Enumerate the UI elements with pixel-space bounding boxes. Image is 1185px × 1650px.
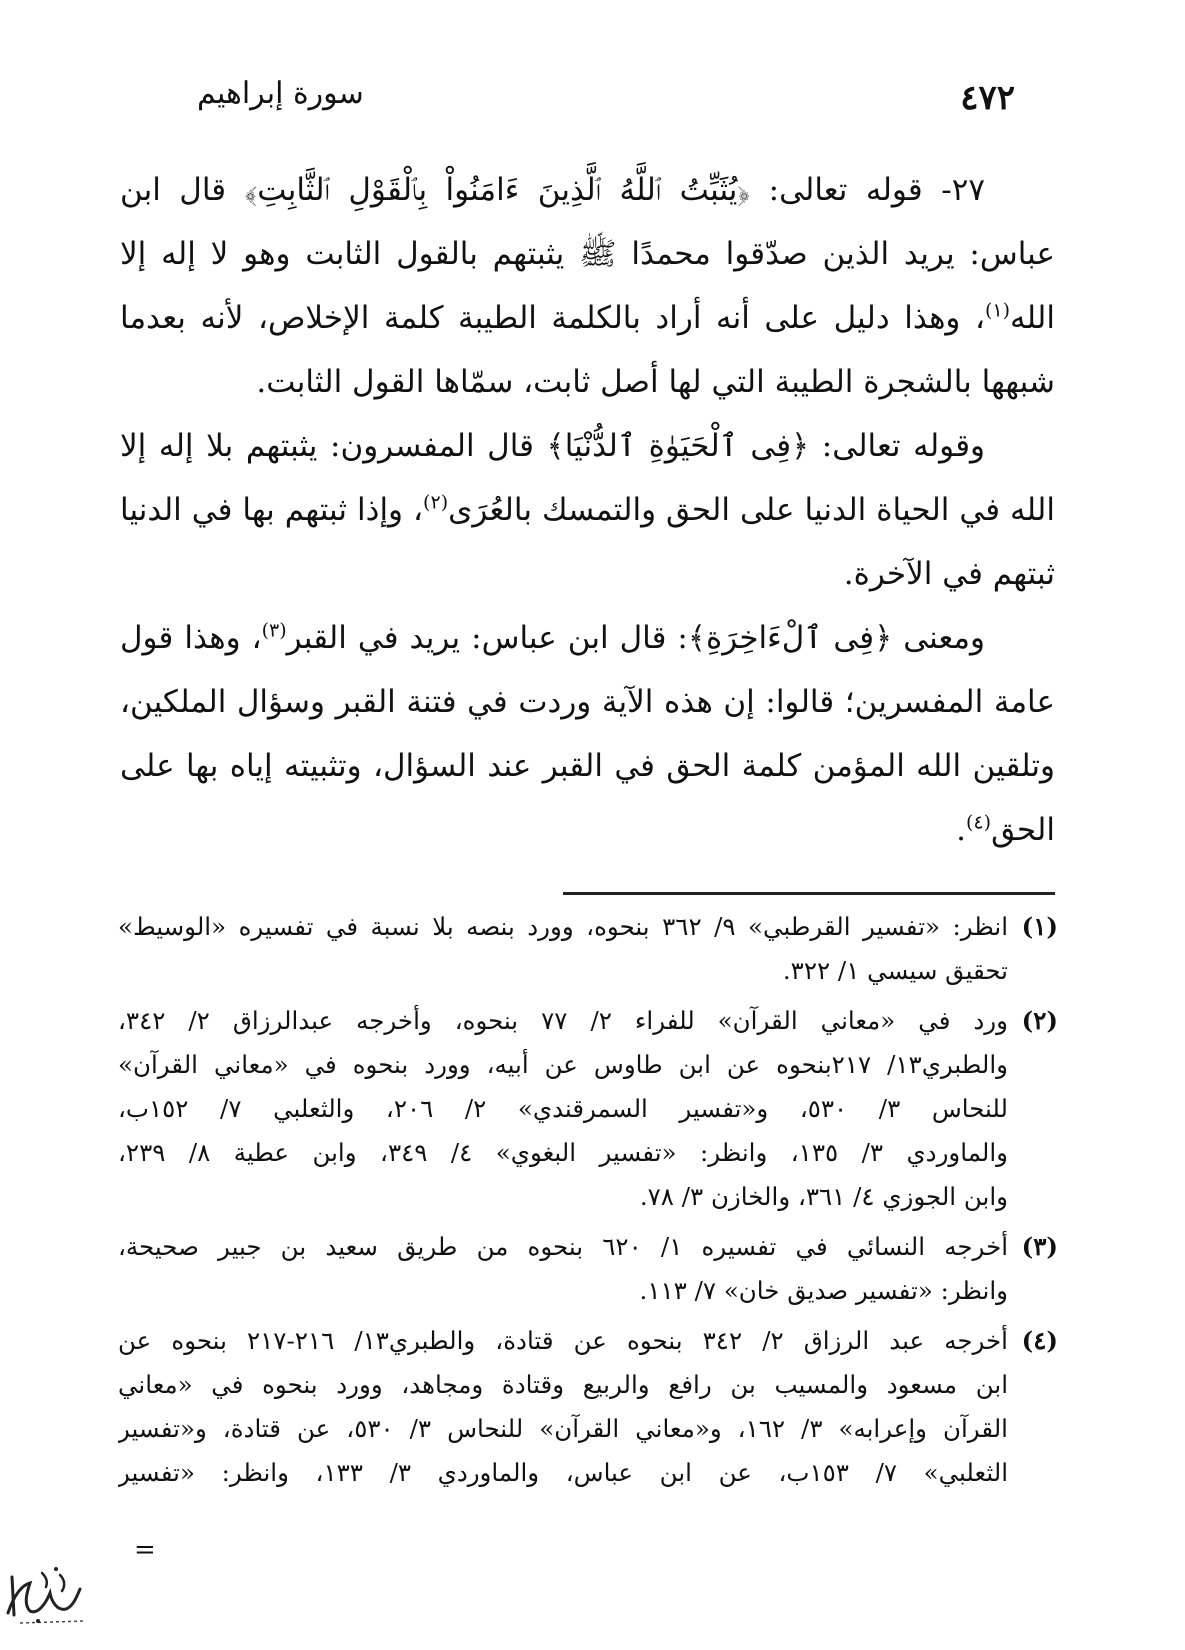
text-line: الله في الحياة الدنيا على الحق والتمسك بالعُرَى — [448, 492, 1055, 528]
text-line: ٢٧- قوله تعالى: ﴿يُثَبِّتُ ٱللَّهُ ٱلَّذِينَ ءَامَنُواْ بِٱلْقَوْلِ ٱلثَّابِتِ﴾ قال ابن — [120, 172, 985, 208]
footnote-line: انظر: «تفسير القرطبي» ٩/ ٣٦٢ بنحوه، وورد بنصه بلا نسبة في تفسيره «الوسيط» — [118, 912, 1008, 941]
footnote-marker[interactable]: (٢) — [423, 491, 449, 514]
text-line: وقوله تعالى: ﴿فِى ٱلْحَيَوٰةِ ٱلدُّنْيَا﴾ قال المفسرون: يثبتهم بلا إله إلا — [120, 428, 985, 464]
footnote-line: وابن الجوزي ٤/ ٣٦١، والخازن ٣/ ٧٨. — [639, 1182, 1008, 1211]
continuation-mark: = — [134, 1535, 156, 1565]
footnote-line: أخرجه عبد الرزاق ٢/ ٣٤٢ بنحوه عن قتادة، والطبري١٣/ ٢١٦-٢١٧ بنحوه عن — [118, 1326, 1008, 1355]
footnote-marker[interactable]: (٣) — [261, 619, 287, 642]
footnote-line: القرآن وإعرابه» ٣/ ١٦٢، و«معاني القرآن» للنحاس ٣/ ٥٣٠، عن قتادة، و«تفسير — [118, 1414, 1008, 1443]
text-line: ، وإذا ثبتهم بها في — [191, 492, 424, 528]
footnote-line: والماوردي ٣/ ١٣٥، وانظر: «تفسير البغوي» ٤/ ٣٤٩، وابن عطية ٨/ ٢٣٩، — [118, 1138, 1008, 1167]
footnote-marker[interactable]: (١) — [984, 299, 1011, 322]
footnote-line: والطبري١٣/ ٢١٧بنحوه عن ابن طاوس عن أبيه، وورد بنحوه في «معاني القرآن» — [118, 1050, 1008, 1079]
footnote-4 — [118, 1319, 1058, 1495]
footnote-line: ابن مسعود والمسيب بن رافع والربيع وقتادة ومجاهد، وورد بنحوه في «معاني — [118, 1370, 1008, 1399]
footnote-marker[interactable]: (٤) — [966, 811, 992, 834]
footnote-text — [118, 905, 1008, 993]
text-line: وتلقين الله المؤمن كلمة الحق في القبر عند السؤال، وتثبيته إياه بها على — [120, 748, 1055, 784]
text-line: ، وهذا قول — [120, 620, 262, 656]
footnote-line: ورد في «معاني القرآن» للفراء ٢/ ٧٧ بنحوه، وأخرجه عبدالرزاق ٢/ ٣٤٢، — [118, 1006, 1008, 1035]
paragraph-1 — [120, 158, 1055, 414]
footnote-text — [118, 1225, 1008, 1313]
footnote-number: (٢) — [1021, 1006, 1058, 1035]
footnote-line: وانظر: «تفسير صديق خان» ٧/ ١١٣. — [639, 1276, 1008, 1305]
paragraph-2 — [120, 414, 1055, 606]
text-line: الله — [1010, 300, 1055, 336]
footnote-text — [118, 999, 1008, 1219]
footnote-number: (٤) — [1021, 1326, 1058, 1355]
text-line: شبهها بالشجرة الطيبة التي لها أصل ثابت، سمّاها القول الثابت. — [256, 364, 1055, 400]
text-line: عباس: يريد الذين صدّقوا محمدًا ﷺ يثبتهم بالقول الثابت وهو لا إله إلا — [120, 236, 1055, 272]
footnote-1 — [118, 905, 1058, 993]
text-line: عامة المفسرين؛ قالوا: إن هذه الآية وردت في فتنة القبر وسؤال الملكين، — [120, 684, 1055, 720]
page-number: ٤٧٢ — [960, 78, 1015, 118]
text-line: ، وهذا دليل على أنه أراد بالكلمة الطيبة كلمة الإخلاص، لأنه بعدما — [120, 300, 985, 336]
footnote-line: للنحاس ٣/ ٥٣٠، و«تفسير السمرقندي» ٢/ ٢٠٦، والثعلبي ٧/ ١٥٢ب، — [118, 1094, 1008, 1123]
footnote-line: أخرجه النسائي في تفسيره ١/ ٦٢٠ بنحوه من طريق سعيد بن جبير صحيحة، — [118, 1232, 1008, 1261]
footnote-separator — [563, 892, 1055, 895]
text-line: . — [956, 812, 966, 848]
page-header — [185, 70, 1015, 120]
text-line: الحق — [991, 812, 1055, 848]
text-line: الدنيا ثبتهم في الآخرة. — [120, 492, 1055, 592]
footnote-line: الثعلبي» ٧/ ١٥٣ب، عن ابن عباس، والماوردي ٣/ ١٣٣، وانظر: «تفسير — [118, 1458, 1008, 1487]
calligraphy-logo-icon — [0, 1555, 92, 1635]
footnote-number: (١) — [1021, 912, 1058, 941]
text-line: ومعنى ﴿فِى ٱلْءَاخِرَةِ﴾: قال ابن عباس: يريد في القبر — [286, 620, 985, 656]
paragraph-3 — [120, 606, 1055, 862]
footnotes — [118, 905, 1058, 1501]
footnote-text — [118, 1319, 1008, 1495]
running-title: سورة إبراهيم — [197, 76, 364, 111]
footnote-2 — [118, 999, 1058, 1219]
footnote-line: تحقيق سيسي ١/ ٣٢٢. — [782, 956, 1008, 985]
footnote-number: (٣) — [1021, 1232, 1058, 1261]
footnote-3 — [118, 1225, 1058, 1313]
main-text — [120, 158, 1055, 862]
